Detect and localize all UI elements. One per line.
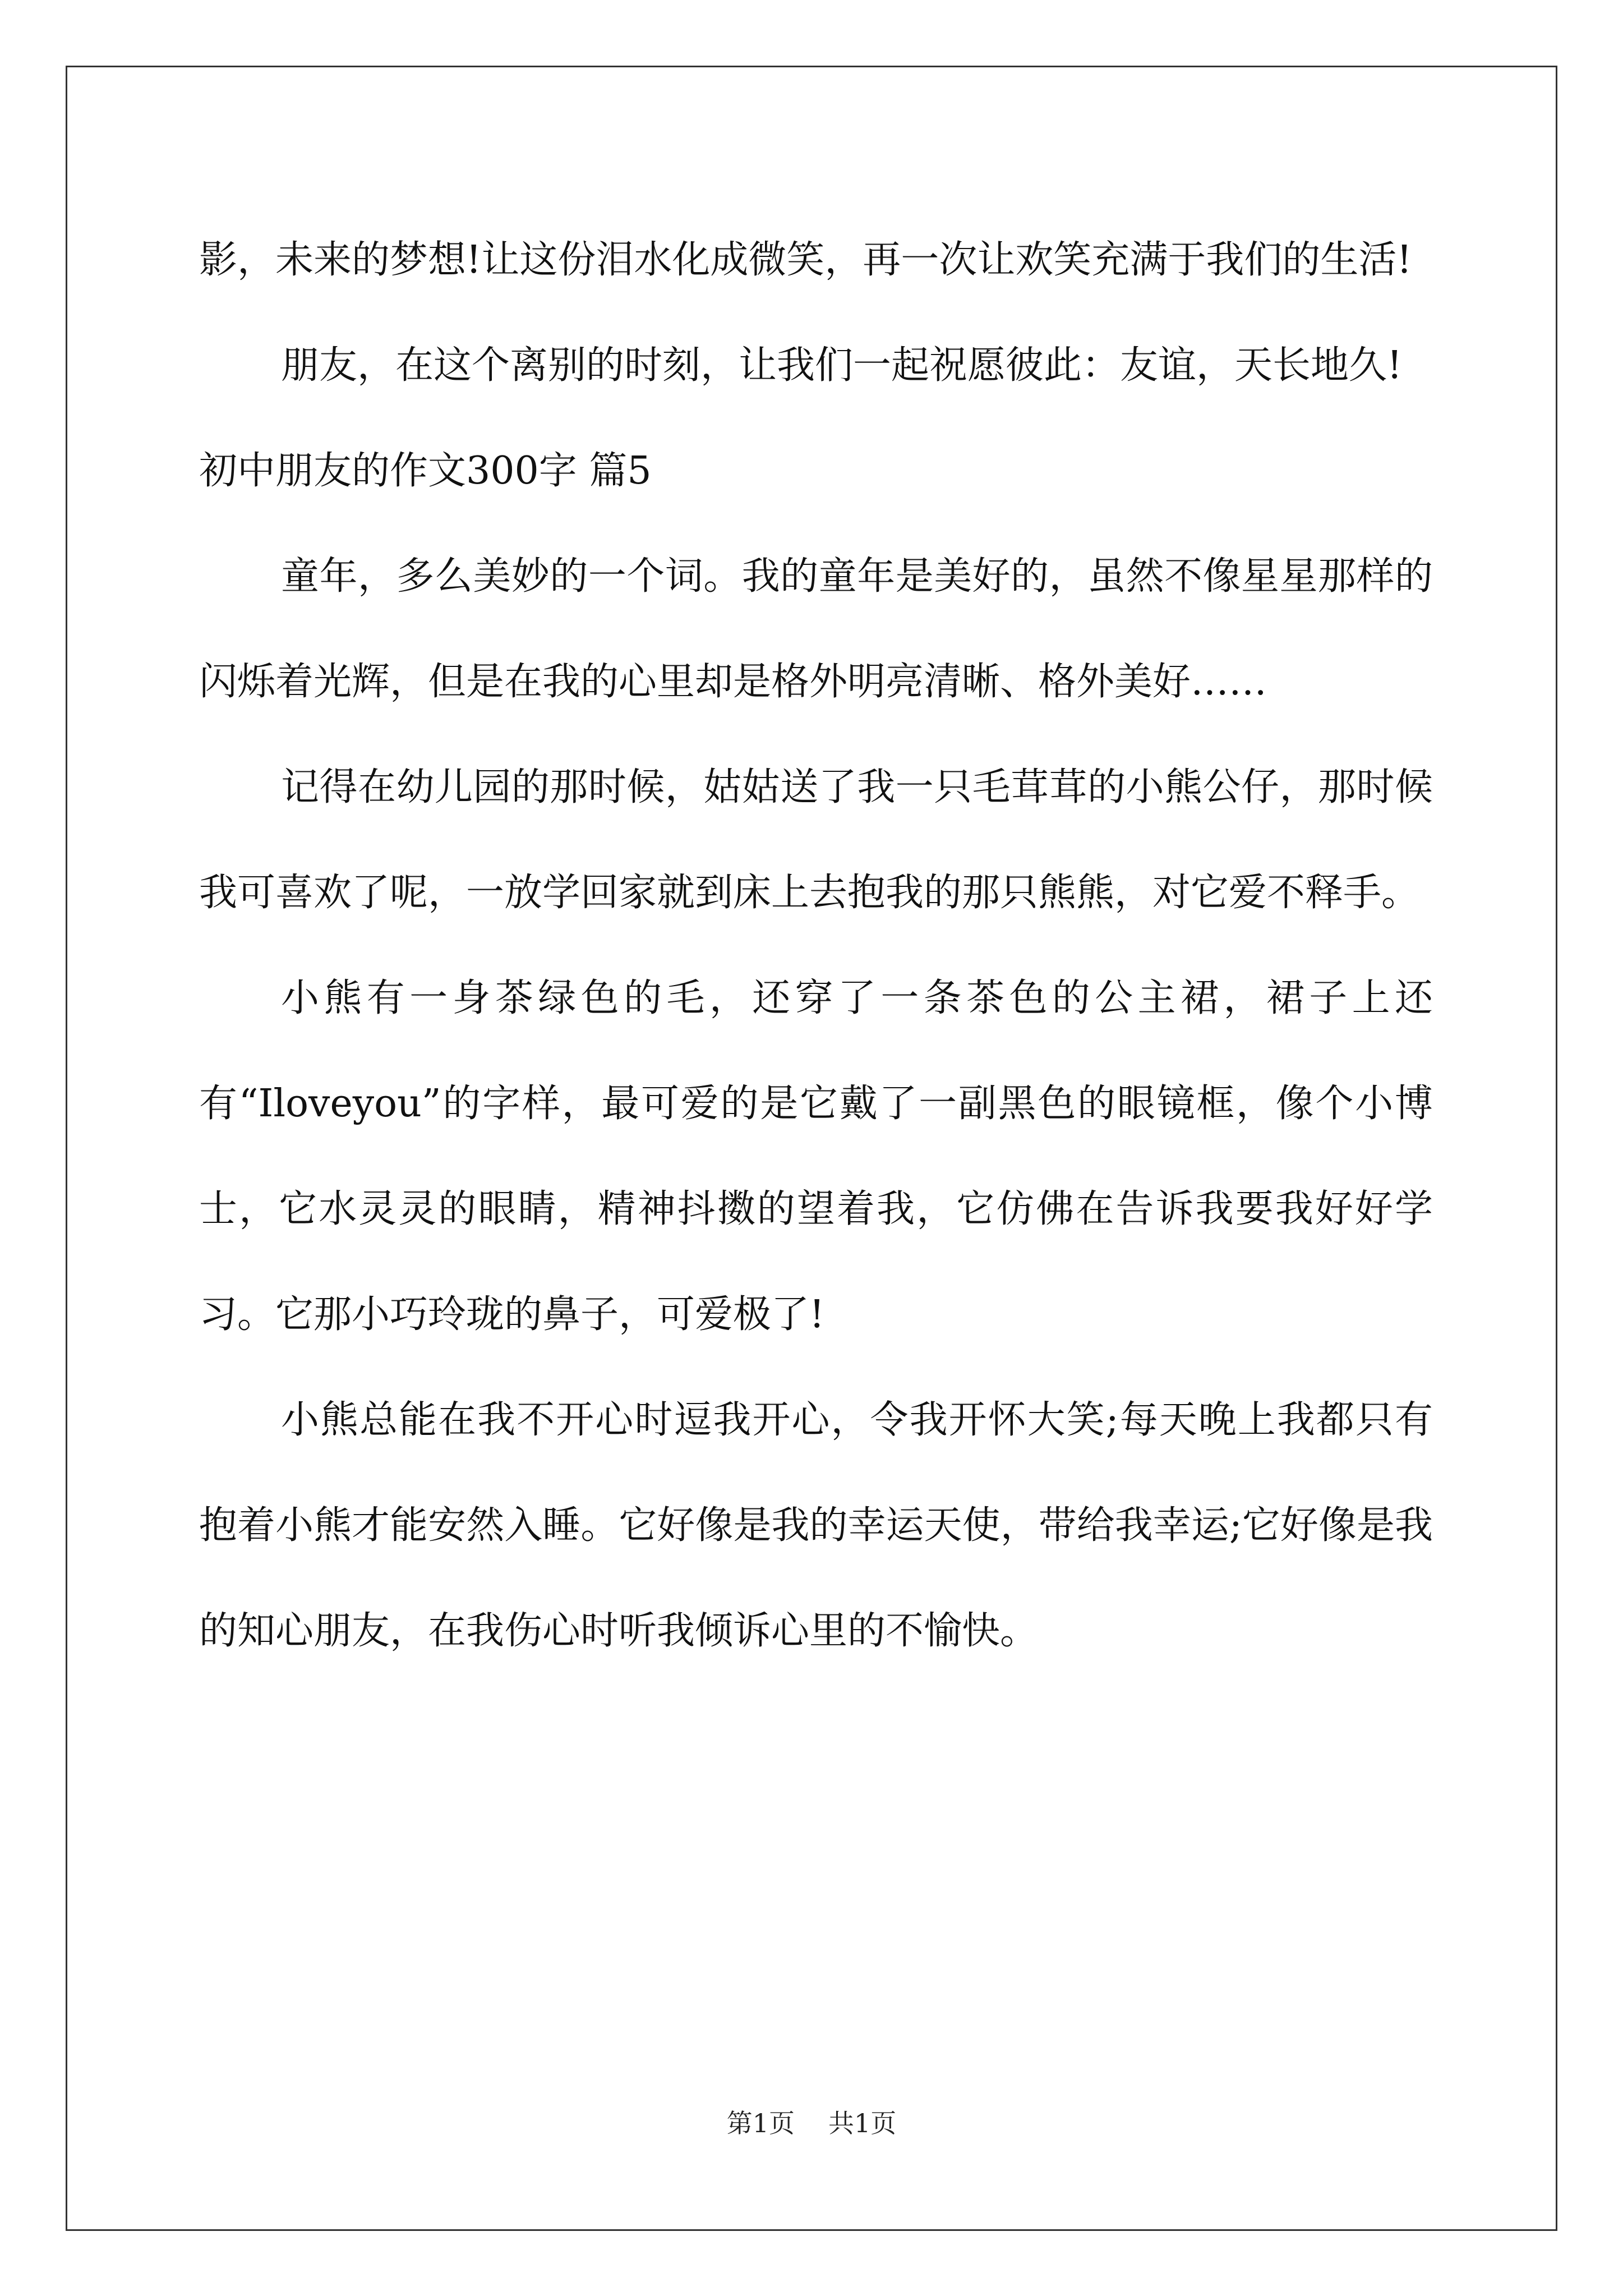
section-title: 初中朋友的作文300字 篇5 xyxy=(199,449,652,493)
paragraph: 小熊有一身茶绿色的毛，还穿了一条茶色的公主裙，裙子上还有“Iloveyou”的字样，最可爱的是它戴了一副黑色的眼镜框，像个小博士，它水灵灵的眼睛，精神抖擞的望着我，它仿佛在告诉我要我好好学习。它那小巧玲珑的鼻子，可爱极了! xyxy=(199,976,1433,1337)
paragraph: 记得在幼儿园的那时候，姑姑送了我一只毛茸茸的小熊公仔，那时候我可喜欢了呢，一放学回家就到床上去抱我的那只熊熊，对它爱不释手。 xyxy=(199,765,1433,915)
page-footer xyxy=(0,2106,1623,2140)
page-number: 第1页 xyxy=(726,2108,795,2138)
paragraph: 朋友，在这个离别的时刻，让我们一起祝愿彼此：友谊，天长地久! xyxy=(281,343,1403,388)
paragraph: 影，未来的梦想!让这份泪水化成微笑，再一次让欢笑充满于我们的生活! xyxy=(199,238,1412,282)
document-body xyxy=(199,208,1433,1684)
paragraph: 小熊总能在我不开心时逗我开心，令我开怀大笑;每天晚上我都只有抱着小熊才能安然入睡。它好像是我的幸运天使，带给我幸运;它好像是我的知心朋友，在我伤心时听我倾诉心里的不愉快。 xyxy=(199,1398,1433,1653)
paragraph: 童年，多么美妙的一个词。我的童年是美好的，虽然不像星星那样的闪烁着光辉，但是在我的心里却是格外明亮清晰、格外美好…… xyxy=(199,554,1433,704)
page-total: 共1页 xyxy=(828,2108,897,2138)
